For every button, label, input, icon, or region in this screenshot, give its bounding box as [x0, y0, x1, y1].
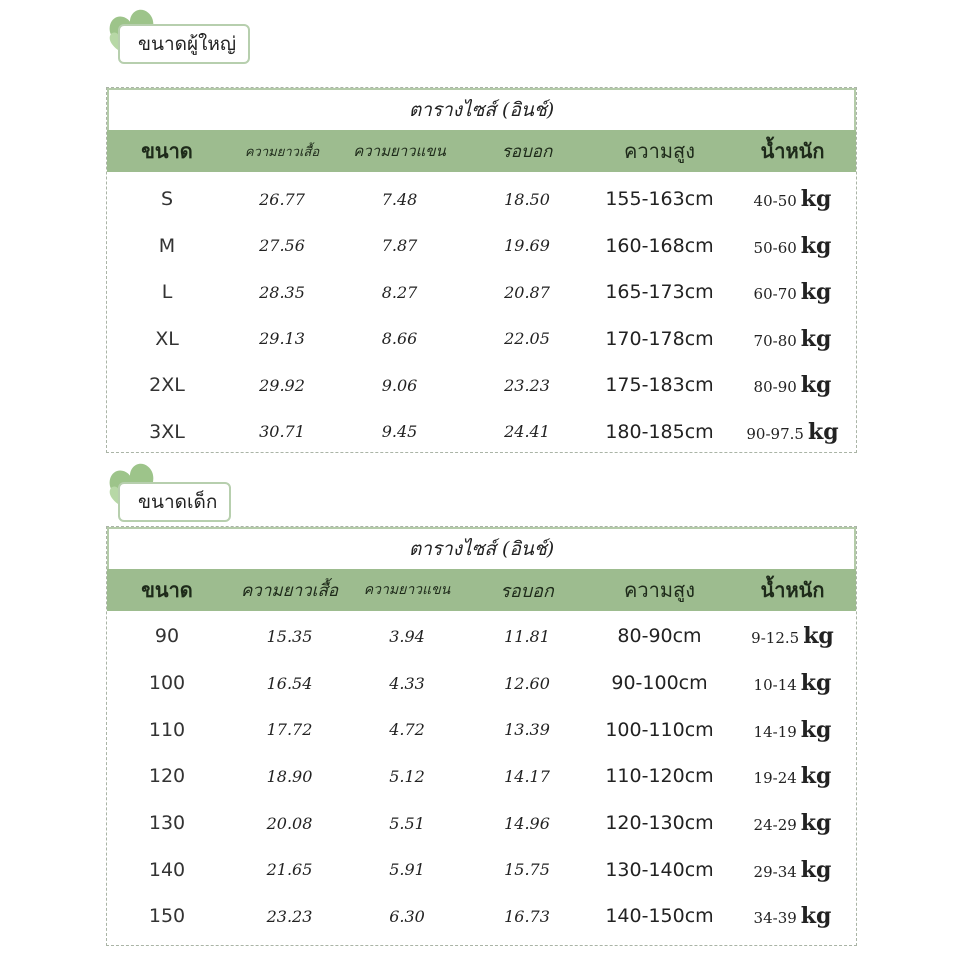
weight-unit: kg: [800, 716, 832, 743]
weight-value: 40-50: [753, 192, 797, 211]
size-cell: 130: [148, 812, 186, 835]
height-cell: 180-185cm: [605, 420, 714, 443]
chest-cell: 18.50: [504, 189, 550, 209]
height-cell: 175-183cm: [605, 374, 714, 397]
sleeve-cell: 8.27: [381, 282, 418, 302]
length-cell: 15.35: [266, 626, 313, 646]
header-size: ขนาด: [141, 578, 193, 602]
length-cell: 17.72: [266, 720, 313, 740]
weight-cell: [727, 326, 858, 352]
chest-cell: 16.73: [504, 906, 550, 926]
weight-cell: [727, 186, 858, 212]
height-cell: 155-163cm: [605, 188, 714, 211]
kids-size-table: [106, 526, 857, 946]
size-cell: 140: [148, 858, 186, 881]
length-cell: 27.56: [259, 236, 305, 256]
weight-cell: [727, 903, 858, 929]
size-cell: 150: [148, 905, 186, 928]
kids-section-tag: [108, 458, 278, 520]
weight-cell: [727, 717, 858, 743]
length-cell: 23.23: [266, 906, 313, 926]
weight-value: 14-19: [753, 722, 797, 741]
weight-cell: [727, 623, 858, 649]
adult-table-title-text: ตารางไซส์ (อินช์): [408, 99, 555, 121]
sleeve-cell: 7.48: [381, 189, 418, 209]
sleeve-cell: 5.91: [389, 860, 425, 880]
weight-unit: kg: [800, 856, 832, 883]
chest-cell: 14.96: [504, 813, 550, 833]
chest-cell: 12.60: [504, 673, 550, 693]
kids-table-header: [107, 569, 856, 611]
weight-value: 50-60: [753, 238, 797, 257]
size-cell: XL: [155, 327, 179, 350]
header-height: ความสูง: [624, 139, 695, 163]
sleeve-cell: 5.12: [389, 766, 425, 786]
height-cell: 120-130cm: [605, 812, 714, 835]
kids-tag-text: ขนาดเด็ก: [138, 491, 218, 513]
chest-cell: 14.17: [504, 766, 550, 786]
weight-value: 10-14: [753, 676, 797, 695]
weight-cell: [727, 857, 858, 883]
height-cell: 90-100cm: [611, 672, 708, 695]
height-cell: 160-168cm: [605, 234, 714, 257]
adult-tag-text: ขนาดผู้ใหญ่: [138, 33, 237, 55]
length-cell: 28.35: [259, 282, 305, 302]
weight-unit: kg: [800, 186, 832, 213]
sleeve-cell: 5.51: [389, 813, 425, 833]
table-row: [107, 362, 856, 409]
adult-section-tag: [108, 4, 278, 64]
chest-cell: 24.41: [504, 422, 550, 442]
size-cell: 90: [154, 625, 180, 648]
weight-value: 80-90: [753, 378, 797, 397]
length-cell: 29.92: [259, 375, 305, 395]
table-row: [107, 613, 856, 660]
weight-value: 70-80: [753, 331, 797, 350]
weight-cell: [727, 810, 858, 836]
header-sleeve: ความยาวแขน: [363, 582, 451, 598]
weight-unit: kg: [800, 903, 832, 930]
table-row: [107, 753, 856, 800]
table-row: [107, 660, 856, 707]
size-cell: 120: [148, 765, 186, 788]
sleeve-cell: 9.06: [381, 375, 418, 395]
weight-value: 24-29: [753, 816, 797, 835]
header-height: ความสูง: [624, 578, 695, 602]
header-length: ความยาวเสื้อ: [244, 144, 320, 160]
weight-value: 60-70: [753, 285, 797, 304]
weight-unit: kg: [800, 325, 832, 352]
length-cell: 18.90: [266, 766, 313, 786]
weight-unit: kg: [800, 279, 832, 306]
header-chest: รอบอก: [500, 580, 554, 602]
size-cell: 3XL: [149, 420, 185, 443]
height-cell: 140-150cm: [605, 905, 714, 928]
kids-table-title-text: ตารางไซส์ (อินช์): [408, 538, 555, 560]
table-row: [107, 176, 856, 223]
length-cell: 30.71: [259, 422, 305, 442]
weight-unit: kg: [803, 623, 834, 650]
weight-unit: kg: [807, 418, 839, 445]
chest-cell: 19.69: [504, 236, 550, 256]
header-sleeve: ความยาวแขน: [353, 142, 446, 160]
chest-cell: 22.05: [504, 329, 550, 349]
height-cell: 165-173cm: [605, 281, 714, 304]
adult-size-table: [106, 87, 857, 453]
weight-unit: kg: [800, 372, 832, 399]
kids-table-body: [107, 611, 856, 940]
weight-cell: [727, 372, 858, 398]
header-weight: น้ำหนัก: [760, 578, 825, 602]
kids-table-title: [107, 527, 856, 569]
length-cell: 20.08: [266, 813, 313, 833]
weight-unit: kg: [800, 670, 832, 697]
table-row: [107, 269, 856, 316]
weight-unit: kg: [800, 810, 832, 837]
height-cell: 130-140cm: [605, 858, 714, 881]
size-cell: S: [160, 188, 174, 211]
adult-table-title: [107, 88, 856, 130]
length-cell: 26.77: [259, 189, 305, 209]
size-cell: L: [161, 281, 173, 304]
height-cell: 110-120cm: [605, 765, 714, 788]
height-cell: 170-178cm: [605, 327, 714, 350]
weight-unit: kg: [800, 763, 832, 790]
sleeve-cell: 3.94: [389, 626, 425, 646]
size-cell: 100: [148, 672, 186, 695]
table-row: [107, 316, 856, 363]
size-cell: 110: [148, 718, 186, 741]
table-row: [107, 846, 856, 893]
chest-cell: 23.23: [504, 375, 550, 395]
weight-cell: [727, 233, 858, 259]
adult-table-header: [107, 130, 856, 172]
sleeve-cell: 6.30: [389, 906, 425, 926]
chest-cell: 15.75: [504, 860, 550, 880]
sleeve-cell: 7.87: [381, 236, 418, 256]
table-row: [107, 223, 856, 270]
sleeve-cell: 4.72: [389, 720, 425, 740]
weight-value: 90-97.5: [746, 424, 804, 443]
weight-value: 29-34: [753, 862, 797, 881]
height-cell: 80-90cm: [617, 625, 702, 648]
header-chest: รอบอก: [501, 141, 553, 162]
chest-cell: 13.39: [504, 720, 550, 740]
weight-cell: [727, 670, 858, 696]
table-row: [107, 893, 856, 940]
weight-value: 9-12.5: [751, 629, 800, 648]
kids-tag-label: [118, 482, 231, 522]
size-cell: M: [158, 234, 176, 257]
length-cell: 16.54: [266, 673, 313, 693]
sleeve-cell: 9.45: [381, 422, 418, 442]
table-row: [107, 409, 856, 456]
weight-cell: [727, 279, 858, 305]
weight-unit: kg: [800, 232, 832, 259]
weight-value: 19-24: [753, 769, 797, 788]
sleeve-cell: 8.66: [381, 329, 418, 349]
adult-table-body: [107, 172, 856, 455]
chest-cell: 20.87: [504, 282, 550, 302]
header-weight: น้ำหนัก: [760, 139, 825, 163]
length-cell: 29.13: [259, 329, 305, 349]
size-cell: 2XL: [149, 374, 185, 397]
sleeve-cell: 4.33: [389, 673, 425, 693]
chest-cell: 11.81: [504, 626, 550, 646]
weight-value: 34-39: [753, 909, 797, 928]
weight-cell: [727, 419, 858, 445]
header-size: ขนาด: [141, 139, 193, 163]
adult-tag-label: [118, 24, 250, 64]
length-cell: 21.65: [266, 860, 313, 880]
table-row: [107, 706, 856, 753]
weight-cell: [727, 763, 858, 789]
table-row: [107, 800, 856, 847]
header-length: ความยาวเสื้อ: [240, 580, 339, 601]
height-cell: 100-110cm: [605, 718, 714, 741]
